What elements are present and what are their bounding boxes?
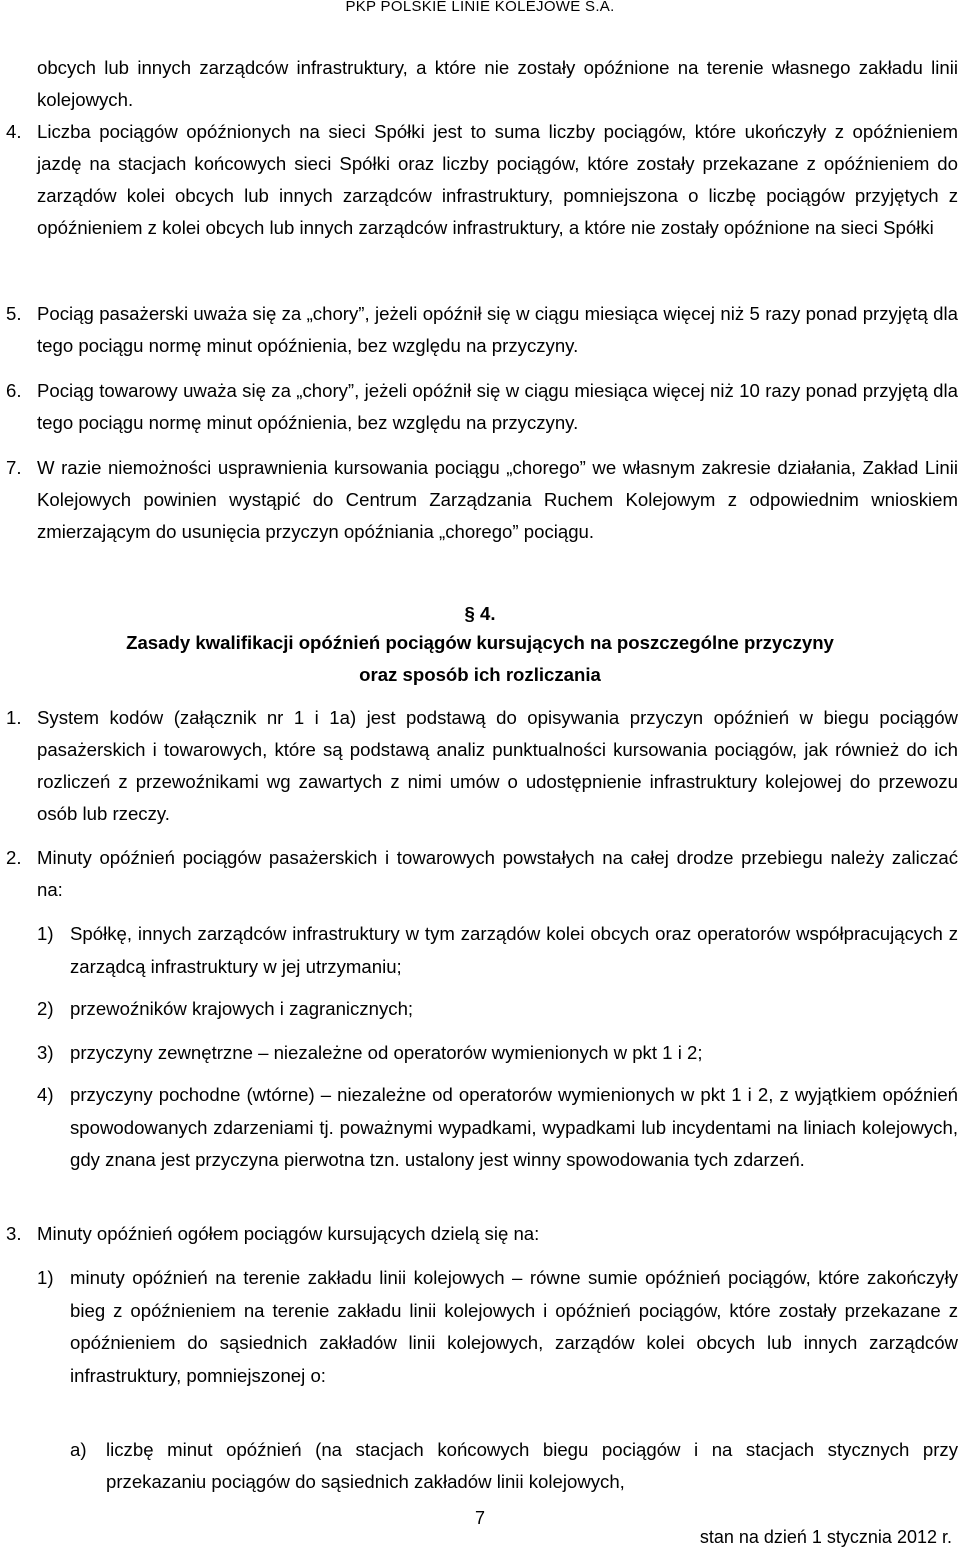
sub-item-number: 2): [37, 998, 54, 1019]
list-item-7: [6, 452, 958, 548]
item-number: 6.: [6, 380, 22, 401]
subsub-item-text: liczbę minut opóźnień (na stacjach końcowych biegu pociągów i na stacjach stycznych przy przekazaniu pociągów do sąsiednich zakładów linii kolejowych,: [106, 1439, 958, 1492]
item-number: 1.: [6, 707, 22, 728]
intro-paragraph: obcych lub innych zarządców infrastruktury, a które nie zostały opóźnione na terenie własnego zakładu linii kolejowych.: [37, 57, 958, 110]
page-header: PKP POLSKIE LINIE KOLEJOWE S.A.: [345, 0, 615, 15]
item-text: W razie niemożności usprawnienia kursowania pociągu „chorego” we własnym zakresie działania, Zakład Linii Kolejowych powinien wystąpić do Centrum Zarządzania Ruchem Kolejowym z odpowiednim wnioskiem zmierzającym do usunięcia przyczyn opóźniania „chorego” pociągu.: [37, 457, 958, 542]
sub-item-number: 1): [37, 923, 54, 944]
subsub-item-number: a): [70, 1439, 87, 1460]
list-item-6: [6, 375, 958, 439]
page-number: 7: [474, 1508, 485, 1528]
sub-item-text: Spółkę, innych zarządców infrastruktury w tym zarządów kolei obcych oraz operatorów współpracujących z zarządcą infrastruktury w jej utrzymaniu;: [70, 923, 958, 977]
item-text: System kodów (załącznik nr 1 i 1a) jest podstawą do opisywania przyczyn opóźnień w biegu pociągów pasażerskich i towarowych, które są podstawą analiz punktualności kursowania pociągów, jak również do ich rozliczeń z przewoźnikami wg zawartych z nimi umów o udostępnienie infrastruktury kolejowej do przewozu osób lub rzeczy.: [37, 707, 958, 824]
item-text: Minuty opóźnień ogółem pociągów kursujących dzielą się na:: [37, 1223, 540, 1244]
sub-item-number: 3): [37, 1042, 54, 1063]
section-item-1: [6, 702, 958, 830]
item-number: 3.: [6, 1223, 22, 1244]
section-title-line1: Zasady kwalifikacji opóźnień pociągów kursujących na poszczególne przyczyny: [126, 632, 834, 653]
list-item-5: [6, 298, 958, 362]
section-title-line2: oraz sposób ich rozliczania: [359, 664, 601, 685]
section-item-3: [6, 1218, 958, 1250]
sub-item-text: minuty opóźnień na terenie zakładu linii kolejowych – równe sumie opóźnień pociągów, które zakończyły bieg z opóźnieniem na terenie zakładu linii kolejowych i opóźnień pociągów, które zostały przekazane z opóźnieniem do sąsiednich zakładów linii kolejowych, zarządów kolei obcych lub innych zarządców infrastruktury, pomniejszonej o:: [70, 1267, 958, 1386]
section-number: § 4.: [464, 603, 496, 624]
section-item-2: [6, 842, 958, 906]
sub-item-text: przyczyny zewnętrzne – niezależne od operatorów wymienionych w pkt 1 i 2;: [70, 1042, 703, 1063]
sub-item-4: [37, 1079, 958, 1177]
list-item-4: [6, 116, 958, 244]
subsub-item-a: [70, 1434, 958, 1498]
item-text: Minuty opóźnień pociągów pasażerskich i towarowych powstałych na całej drodze przebiegu należy zaliczać na:: [37, 847, 958, 900]
item-text: Pociąg pasażerski uważa się za „chory”, jeżeli opóźnił się w ciągu miesiąca więcej niż 5 razy ponad przyjętą dla tego pociągu normę minut opóźnienia, bez względu na przyczyny.: [37, 303, 958, 356]
item-text: Liczba pociągów opóźnionych na sieci Spółki jest to suma liczby pociągów, które ukończyły z opóźnieniem jazdę na stacjach końcowych sieci Spółki oraz liczby pociągów, które zostały przekazane z opóźnieniem do zarządów kolei obcych lub innych zarządców infrastruktury, pomniejszona o liczbę pociągów przyjętych z opóźnieniem z kolei obcych lub innych zarządców infrastruktury, a które nie zostały opóźnione na sieci Spółki: [37, 121, 958, 238]
sub-item-3-1: [37, 1262, 958, 1392]
item-number: 2.: [6, 847, 22, 868]
sub-item-text: przyczyny pochodne (wtórne) – niezależne od operatorów wymienionych w pkt 1 i 2, z wyjątkiem opóźnień spowodowanych zdarzeniami tj. poważnymi wypadkami, wypadkami lub incydentami na liniach kolejowych, gdy znana jest przyczyna pierwotna tzn. ustalony jest winny spowodowania tych zdarzeń.: [70, 1084, 958, 1170]
item-number: 4.: [6, 121, 22, 142]
sub-item-number: 1): [37, 1267, 54, 1288]
sub-item-3: [37, 1037, 958, 1070]
sub-item-number: 4): [37, 1084, 54, 1105]
sub-item-2: [37, 993, 958, 1026]
item-text: Pociąg towarowy uważa się za „chory”, jeżeli opóźnił się w ciągu miesiąca więcej niż 10 razy ponad przyjętą dla tego pociągu normę minut opóźnienia, bez względu na przyczyny.: [37, 380, 958, 433]
revision-date: stan na dzień 1 stycznia 2012 r.: [699, 1527, 952, 1547]
item-number: 7.: [6, 457, 22, 478]
sub-item-1: [37, 918, 958, 983]
sub-item-text: przewoźników krajowych i zagranicznych;: [70, 998, 414, 1019]
item-number: 5.: [6, 303, 22, 324]
